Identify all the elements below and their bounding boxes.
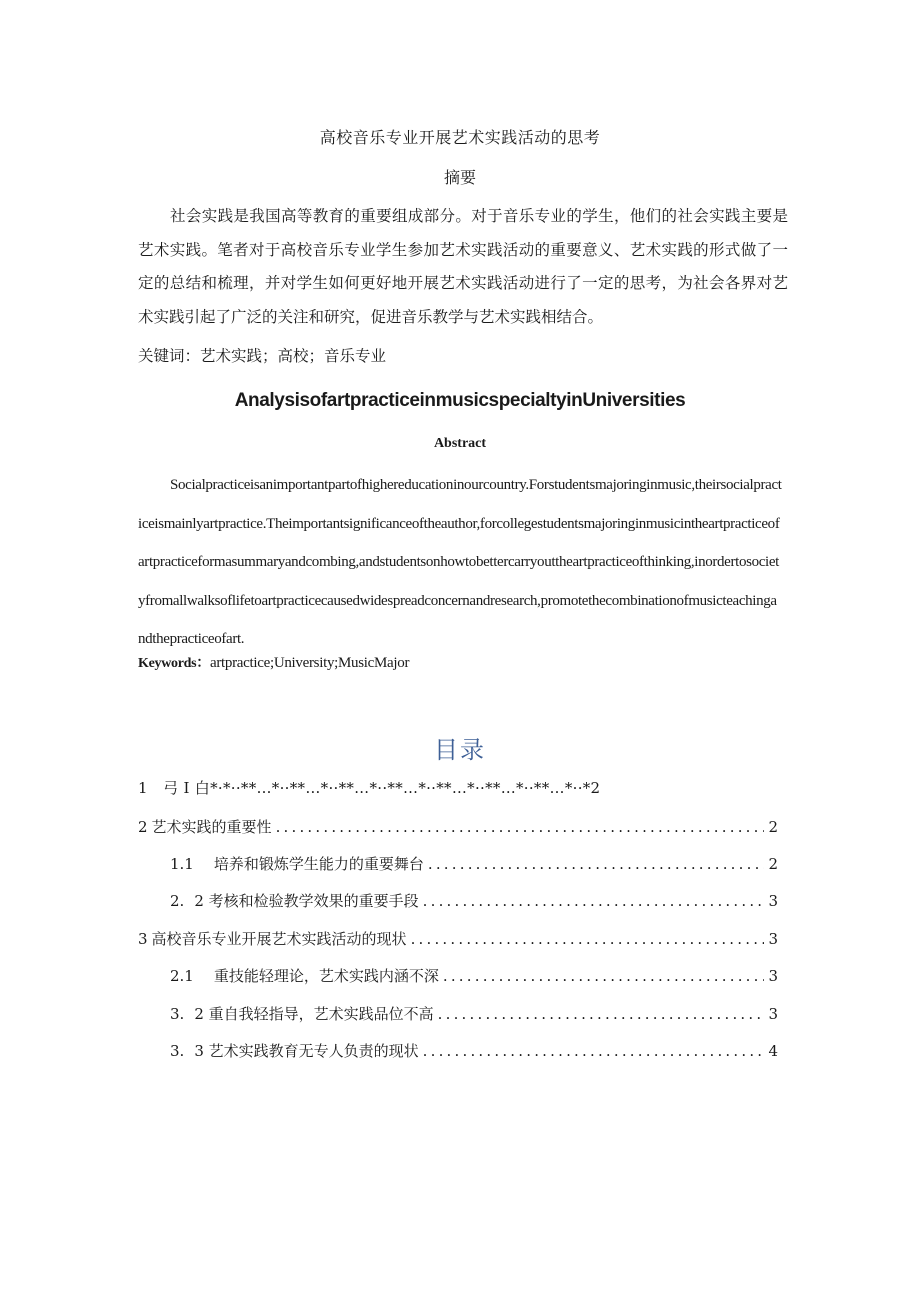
toc-leader-dots	[411, 930, 765, 948]
toc-entry-number: 2	[138, 818, 148, 836]
toc-entry-label: 2 考核和检验教学效果的重要手段	[194, 892, 419, 910]
toc-entry-page: 4	[768, 1042, 778, 1060]
chinese-title: 高校音乐专业开展艺术实践活动的思考	[319, 128, 601, 147]
chinese-abstract-heading: 摘要	[443, 168, 476, 187]
toc-entry-number: 3	[138, 930, 148, 948]
english-abstract-heading: Abstract	[433, 436, 487, 451]
toc-entry[interactable]	[170, 853, 778, 875]
toc-heading: 目录	[434, 736, 486, 764]
toc-entry[interactable]	[170, 965, 778, 987]
toc-leader-dots	[428, 855, 765, 873]
chinese-keywords: 关键词：艺术实践；高校；音乐专业	[138, 347, 387, 365]
english-title: AnalysisofartpracticeinmusicspecialtyinUniversities	[234, 390, 686, 411]
toc-entry-number: 2.	[170, 892, 185, 910]
toc-leader-dots	[423, 1042, 765, 1060]
toc-entry-label: 2 重自我轻指导，艺术实践品位不高	[194, 1005, 434, 1023]
toc-entry-number: 1.1	[170, 855, 194, 873]
english-keywords-label: Keywords：	[138, 656, 210, 671]
chinese-abstract-text: 社会实践是我国高等教育的重要组成部分。对于音乐专业的学生，他们的社会实践主要是艺术实践。笔者对于高校音乐专业学生参加艺术实践活动的重要意义、艺术实践的形式做了一定的总结和梳理，并对学生如何更好地开展艺术实践活动进行了一定的思考，为社会各界对艺术实践引起了广泛的关注和研究，促进音乐教学与艺术实践相结合。	[138, 207, 788, 326]
toc-entry-page: 2	[768, 855, 778, 873]
toc-leader-dots	[276, 818, 765, 836]
english-abstract-text: Socialpracticeisanimportantpartofhighereducationinourcountry.Forstudentsmajoringinmusic,theirsocialpracticeismainlyartpractice.Theimportantsignificanceoftheauthor,forcollegestudentsmajoringinmusicintheartpracticeofartpracticeformasummaryandcombing,andstudentsonhowtobettercarryouttheartpracticeofthinking,inordertosocietyfromallwalksoflifetoartpracticecausedwidespreadconcernandresearch,promotethecombinationofmusicteachingandthepracticeofart.	[138, 477, 782, 647]
toc-leader-dots	[438, 1005, 765, 1023]
toc-entry-label: 培养和锻炼学生能力的重要舞台	[213, 855, 424, 873]
toc-entry[interactable]	[170, 1040, 778, 1062]
toc-entry-label: 3 艺术实践教育无专人负责的现状	[194, 1042, 419, 1060]
toc-entry-page: 3	[768, 1005, 778, 1023]
toc-entry[interactable]	[170, 890, 778, 912]
toc-entry-number: 3.	[170, 1042, 185, 1060]
toc-entry-garbled[interactable]: 1 弓 I 白*·*··**…*··**…*··**…*··**…*··**…*··**…*··**…*··*2	[138, 779, 601, 797]
toc-entry-page: 3	[768, 930, 778, 948]
toc-entry-label: 高校音乐专业开展艺术实践活动的现状	[151, 930, 407, 948]
toc-entry-page: 3	[768, 892, 778, 910]
toc-entry[interactable]	[138, 816, 778, 838]
toc-leader-dots	[443, 967, 765, 985]
toc-entry-label: 艺术实践的重要性	[151, 818, 272, 836]
toc-entry-page: 3	[768, 967, 778, 985]
toc-entry-page: 2	[768, 818, 778, 836]
toc-leader-dots	[423, 892, 765, 910]
toc-entry-number: 3.	[170, 1005, 185, 1023]
toc-entry-label: 重技能轻理论，艺术实践内涵不深	[213, 967, 439, 985]
toc-entry-number: 2.1	[170, 967, 194, 985]
english-keywords	[138, 652, 409, 672]
toc-entry[interactable]	[138, 928, 778, 950]
toc-entry[interactable]	[170, 1003, 778, 1025]
english-keywords-value: artpractice;University;MusicMajor	[209, 655, 410, 671]
